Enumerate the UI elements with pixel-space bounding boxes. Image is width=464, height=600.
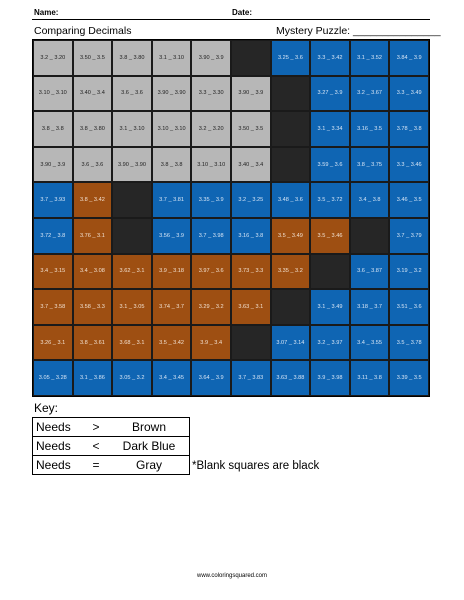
grid-cell: 3.68 _ 3.1 [112,325,152,361]
grid-cell [310,254,350,290]
grid-cell: 3.7 _ 3.98 [191,218,231,254]
grid-cell: 3.3 _ 3.42 [310,40,350,76]
grid-cell: 3.1 _ 3.10 [152,40,192,76]
grid-cell: 3.90 _ 3.9 [191,40,231,76]
grid-cell [271,76,311,112]
grid-cell [271,147,311,183]
footer-url: www.coloringsquared.com [196,573,268,579]
grid-cell: 3.90 _ 3.9 [231,76,271,112]
key-title: Key: [34,401,59,415]
grid-cell: 3.90 _ 3.90 [152,76,192,112]
key-needs: Needs [33,437,84,456]
worksheet-title: Comparing Decimals [34,25,132,37]
grid-cell [112,182,152,218]
grid-cell: 3.10 _ 3.10 [33,76,73,112]
grid-cell: 3.7 _ 3.83 [231,360,271,396]
grid-cell: 3.10 _ 3.10 [191,147,231,183]
key-color: Brown [109,418,190,437]
grid-cell: 3.05 _ 3.2 [112,360,152,396]
grid-cell: 3.2 _ 3.25 [231,182,271,218]
grid-cell: 3.90 _ 3.90 [112,147,152,183]
grid-cell: 3.84 _ 3.9 [389,40,429,76]
key-row [33,437,190,456]
grid-cell: 3.9 _ 3.4 [191,325,231,361]
grid-cell: 3.62 _ 3.1 [112,254,152,290]
grid-cell: 3.90 _ 3.9 [33,147,73,183]
grid-cell: 3.63 _ 3.88 [271,360,311,396]
grid-cell: 3.50 _ 3.5 [73,40,113,76]
key-needs: Needs [33,418,84,437]
grid-cell: 3.1 _ 3.49 [310,289,350,325]
grid-cell: 3.5 _ 3.72 [310,182,350,218]
grid-cell: 3.6 _ 3.6 [73,147,113,183]
key-needs: Needs [33,456,84,475]
grid-cell: 3.72 _ 3.8 [33,218,73,254]
key-symbol: < [83,437,109,456]
date-label: Date: [232,8,253,17]
grid-cell: 3.5 _ 3.42 [152,325,192,361]
grid-cell: 3.5 _ 3.78 [389,325,429,361]
grid-cell: 3.8 _ 3.75 [350,147,390,183]
grid-cell: 3.1 _ 3.10 [112,111,152,147]
grid-cell: 3.8 _ 3.61 [73,325,113,361]
key-row [33,456,190,475]
puzzle-grid [32,39,430,397]
grid-cell: 3.8 _ 3.80 [73,111,113,147]
grid-cell: 3.35 _ 3.2 [271,254,311,290]
grid-cell: 3.11 _ 3.8 [350,360,390,396]
grid-cell: 3.40 _ 3.4 [73,76,113,112]
grid-cell: 3.16 _ 3.8 [231,218,271,254]
key-symbol: = [83,456,109,475]
grid-cell: 3.1 _ 3.05 [112,289,152,325]
grid-cell [271,111,311,147]
grid-cell [231,40,271,76]
grid-cell: 3.51 _ 3.6 [389,289,429,325]
grid-cell: 3.10 _ 3.10 [152,111,192,147]
grid-cell: 3.59 _ 3.6 [310,147,350,183]
grid-cell: 3.1 _ 3.86 [73,360,113,396]
grid-cell: 3.8 _ 3.8 [152,147,192,183]
grid-cell [271,289,311,325]
name-label: Name: [34,8,59,17]
grid-cell: 3.46 _ 3.5 [389,182,429,218]
grid-cell: 3.63 _ 3.1 [231,289,271,325]
grid-cell: 3.58 _ 3.3 [73,289,113,325]
grid-cell: 3.5 _ 3.46 [310,218,350,254]
grid-cell [231,325,271,361]
grid-cell: 3.3 _ 3.46 [389,147,429,183]
grid-cell: 3.2 _ 3.97 [310,325,350,361]
grid-cell: 3.7 _ 3.81 [152,182,192,218]
grid-cell: 3.29 _ 3.2 [191,289,231,325]
grid-cell: 3.19 _ 3.2 [389,254,429,290]
grid-cell: 3.4 _ 3.45 [152,360,192,396]
grid-cell: 3.35 _ 3.9 [191,182,231,218]
grid-cell: 3.1 _ 3.52 [350,40,390,76]
key-color: Gray [109,456,190,475]
grid-cell: 3.74 _ 3.7 [152,289,192,325]
grid-cell: 3.48 _ 3.6 [271,182,311,218]
key-symbol: > [83,418,109,437]
grid-cell: 3.7 _ 3.93 [33,182,73,218]
grid-cell [350,218,390,254]
header-divider [32,19,430,20]
grid-cell: 3.9 _ 3.18 [152,254,192,290]
grid-cell: 3.78 _ 3.8 [389,111,429,147]
grid-cell: 3.4 _ 3.55 [350,325,390,361]
grid-cell: 3.64 _ 3.9 [191,360,231,396]
grid-cell: 3.40 _ 3.4 [231,147,271,183]
grid-cell: 3.2 _ 3.20 [191,111,231,147]
grid-cell: 3.6 _ 3.6 [112,76,152,112]
grid-cell: 3.16 _ 3.5 [350,111,390,147]
grid-cell: 3.4 _ 3.08 [73,254,113,290]
grid-cell: 3.4 _ 3.15 [33,254,73,290]
grid-cell: 3.2 _ 3.67 [350,76,390,112]
grid-cell: 3.26 _ 3.1 [33,325,73,361]
grid-cell: 3.97 _ 3.6 [191,254,231,290]
grid-cell: 3.05 _ 3.28 [33,360,73,396]
grid-cell: 3.3 _ 3.49 [389,76,429,112]
grid-cell: 3.6 _ 3.87 [350,254,390,290]
grid-cell: 3.5 _ 3.49 [271,218,311,254]
grid-cell: 3.9 _ 3.98 [310,360,350,396]
grid-cell: 3.25 _ 3.6 [271,40,311,76]
grid-cell: 3.2 _ 3.20 [33,40,73,76]
grid-cell: 3.4 _ 3.8 [350,182,390,218]
key-color: Dark Blue [109,437,190,456]
grid-cell: 3.50 _ 3.5 [231,111,271,147]
grid-cell: 3.7 _ 3.58 [33,289,73,325]
grid-cell [112,218,152,254]
grid-cell: 3.8 _ 3.80 [112,40,152,76]
grid-cell: 3.39 _ 3.5 [389,360,429,396]
grid-cell: 3.3 _ 3.30 [191,76,231,112]
grid-cell: 3.7 _ 3.79 [389,218,429,254]
grid-cell: 3.76 _ 3.1 [73,218,113,254]
grid-cell: 3.27 _ 3.9 [310,76,350,112]
key-table [32,417,190,475]
grid-cell: 3.8 _ 3.8 [33,111,73,147]
grid-cell: 3.1 _ 3.34 [310,111,350,147]
grid-cell: 3.18 _ 3.7 [350,289,390,325]
mystery-puzzle-label: Mystery Puzzle: _______________ [276,25,441,37]
grid-cell: 3.07 _ 3.14 [271,325,311,361]
key-row [33,418,190,437]
grid-cell: 3.8 _ 3.42 [73,182,113,218]
grid-cell: 3.73 _ 3.3 [231,254,271,290]
grid-cell: 3.56 _ 3.9 [152,218,192,254]
blank-squares-note: *Blank squares are black [192,460,320,472]
